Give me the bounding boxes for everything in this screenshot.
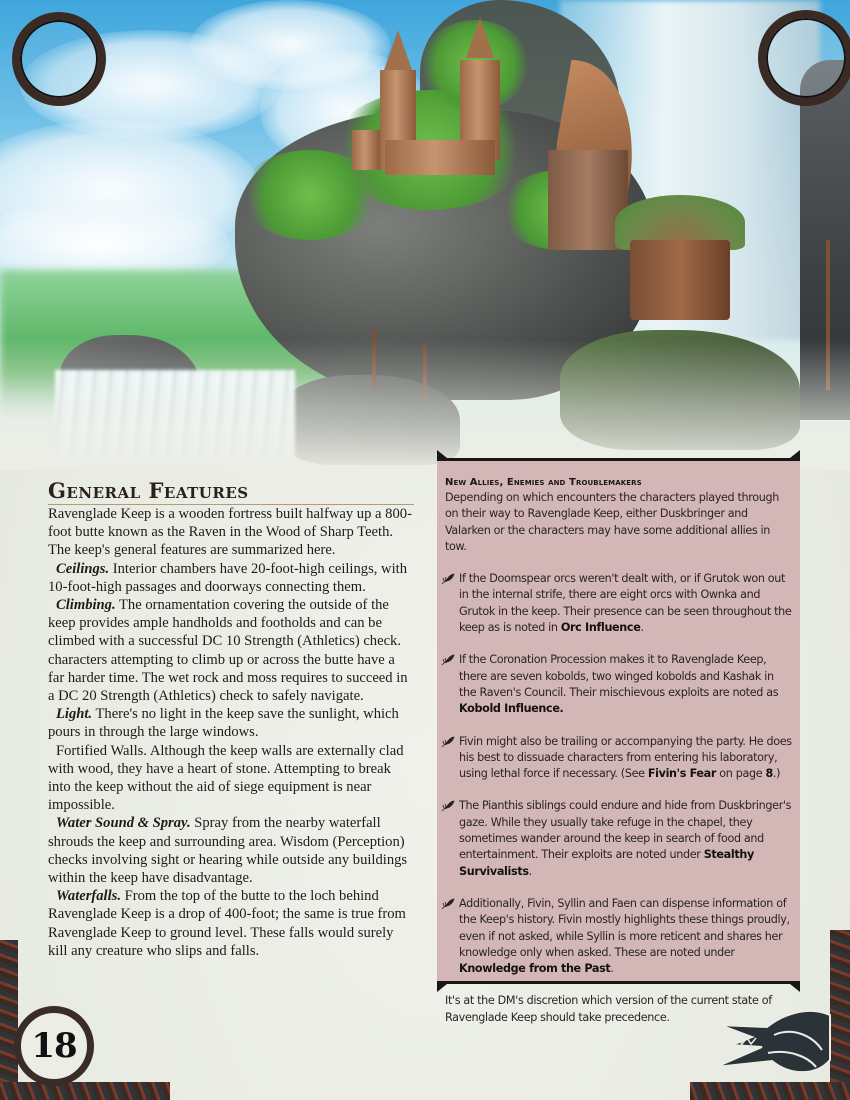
item-reference: Knowledge from the Past: [459, 962, 611, 976]
sidebar-corner: [437, 450, 447, 458]
quill-leaf-icon: [441, 654, 455, 666]
list-item: [445, 571, 792, 636]
feature-lead: Water Sound & Spray.: [56, 815, 191, 832]
feature-lead: Ceilings.: [56, 560, 110, 577]
keep-turret: [352, 130, 380, 170]
feature-light: [48, 705, 414, 741]
list-item: [445, 896, 792, 977]
general-features-section: [48, 478, 414, 960]
item-text: Fivin might also be trailing or accompanying the party. He does his best to dissuade characters from entering his laboratory, using lethal force if necessary. (See: [459, 734, 792, 781]
mist-fade: [0, 340, 850, 470]
feature-waterfalls: [48, 887, 414, 960]
feature-climbing: [48, 596, 414, 705]
item-text: Additionally, Fivin, Syllin and Faen can dispense information of the Keep's history. Fivin mostly highlights these things proudly, even if not asked, while Syllin is more reticent and shares her knowledge only when asked. These are noted under: [459, 896, 790, 959]
sidebar-title: New Allies, Enemies and Troublemakers: [445, 477, 642, 488]
item-text: If the Doomspear orcs weren't dealt with, or if Grutok won out in the internal strife, there are eight orcs with Ownka and Grutok in the keep. Their presence can be seen throughout the keep as is noted in: [459, 572, 792, 635]
item-text-end: .: [640, 621, 644, 635]
feature-text: The ornamentation covering the outside of the keep provides ample handholds and footholds and can be climbed with a successful DC 10 Strength (Athletics) check. characters attempting to climb up or across the butte have a far harder time. The wet rock and moss requires to succeed in a DC 20 Strength (Athletics) check to safely navigate.: [48, 597, 408, 705]
feature-lead: Light.: [56, 706, 93, 723]
feature-text: Fortified Walls. Although the keep walls are externally clad with wood, they have a heart of stone. Attempting to break into the keep without the aid of siege equipment is near impossible.: [48, 742, 404, 814]
item-text-end: .): [772, 767, 781, 781]
intro-paragraph: Ravenglade Keep is a wooden fortress built halfway up a 800-foot butte known as the Raven in the Wood of Sharp Teeth. The keep's general features are summarized here.: [48, 506, 412, 559]
feature-text: There's no light in the keep save the sunlight, which pours in through the large windows.: [48, 706, 399, 741]
sidebar-top-border: [437, 458, 800, 461]
keep-spire: [466, 18, 494, 58]
item-text: If the Coronation Procession makes it to Ravenglade Keep, there are seven kobolds, two winged kobolds and Kashak in the Raven's Council. Their mischievous exploits are noted as: [459, 653, 779, 699]
border-ornament: [830, 930, 850, 1100]
item-text-end: .: [610, 962, 614, 976]
sidebar-corner: [437, 984, 447, 992]
sidebar-bottom-border: [437, 981, 800, 984]
item-reference: Orc Influence: [560, 621, 641, 635]
sidebar-list: [445, 571, 792, 977]
sidebar-box: [437, 458, 800, 1024]
feature-ceilings: [48, 560, 414, 596]
feature-lead: Climbing.: [56, 597, 116, 614]
quill-leaf-icon: [441, 800, 455, 812]
item-text-end: .: [528, 864, 532, 878]
sidebar-footer: It's at the DM's discretion which version of the current state of Ravenglade Keep should take precedence.: [445, 994, 772, 1024]
item-reference: Kobold Influence.: [459, 702, 564, 716]
page-number: 18: [31, 1026, 77, 1066]
quill-leaf-icon: [441, 573, 455, 585]
feature-water-sound-spray: [48, 814, 414, 887]
sidebar-body: [445, 490, 792, 1026]
feature-text: Interior chambers have 20-foot-high ceilings, with 10-foot-high passages and doorways connecting them.: [48, 560, 407, 595]
quill-leaf-icon: [441, 736, 455, 748]
item-reference: Fivin's Fear: [647, 767, 717, 781]
feature-text: From the top of the butte to the loch behind Ravenglade Keep is a drop of 400-foot; the same is true from Ravenglade Keep to ground level. These falls would surely kill any creature who slips and falls.: [48, 888, 406, 959]
corner-ornament-top-right: [758, 10, 850, 106]
item-text-mid: on page: [716, 767, 766, 781]
section-title: General Features: [48, 478, 414, 505]
list-item: [445, 652, 792, 717]
sidebar-corner: [790, 984, 800, 992]
section-body: [48, 505, 414, 960]
list-item: [445, 734, 792, 783]
feature-fortified-walls: [48, 742, 414, 815]
keep-spire: [384, 30, 412, 70]
corner-ornament-top-left: [12, 12, 106, 106]
keep-wall: [385, 140, 495, 175]
sidebar-corner: [790, 450, 800, 458]
list-item: [445, 798, 792, 879]
shrine: [630, 240, 730, 320]
sidebar-intro: Depending on which encounters the characters played through on their way to Ravenglade Keep, either Duskbringer and Valarken or the characters may have some additional allies in tow.: [445, 491, 779, 553]
feature-text: Spray from the nearby waterfall shrouds the keep and surrounding area. Wisdom (Perception) checks involving sight or hearing while outside any buildings within the keep have disadvantage.: [48, 815, 408, 887]
item-reference: Stealthy Survivalists: [459, 848, 754, 878]
feature-lead: Waterfalls.: [56, 888, 121, 905]
quill-leaf-icon: [441, 898, 455, 910]
item-text: The Pianthis siblings could endure and hide from Duskbringer's gaze. While they usually take refuge in the chapel, they sometimes wander around the keep in search of food and entertainment. Their exploits are noted under: [459, 799, 792, 862]
item-page-reference: 8: [765, 767, 773, 781]
header-illustration: [0, 0, 850, 470]
